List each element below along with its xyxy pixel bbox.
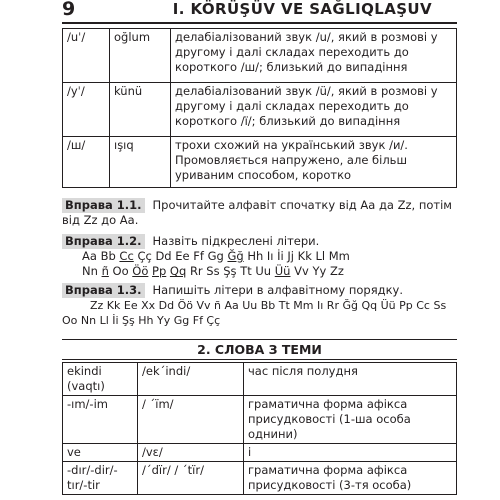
meaning-cell: і xyxy=(244,444,457,462)
page-header xyxy=(0,0,500,24)
underlined-letter: Ğğ xyxy=(227,249,244,263)
underlined-letter: Qq xyxy=(169,264,187,278)
transcription-cell: /ˊdïr/ / ˊtïr/ xyxy=(138,462,244,495)
alphabet-line: Nn ñ Oo Öö Pp Qq Rr Ss Şş Tt Uu Üü Vv Yy Zz xyxy=(82,264,344,278)
meaning-cell: час після полудня xyxy=(244,363,457,396)
page-number: 9 xyxy=(62,0,76,20)
word-cell: ekindi (vaqtı) xyxy=(63,363,138,396)
exercise-1-2 xyxy=(62,234,462,279)
vocabulary-table xyxy=(62,362,457,495)
description-cell: делабіалізований звук /ü/, який в розмові у другому і далі складах переходить до короткого /ї/; близький до випадіння xyxy=(171,83,457,137)
exercise-1-3 xyxy=(62,283,462,328)
transcription-cell: /vɛ/ xyxy=(138,444,244,462)
vowel-table xyxy=(62,28,457,188)
alphabet-line: Aa Bb Cc Çç Dd Ee Ff Gg Ğğ Hh Iı İi Jj Kk Ll Mm xyxy=(82,249,350,263)
example-word-cell: ışıq xyxy=(110,137,171,188)
alphabet-line: Zz Kk Ee Xx Dd Öö Vv ñ Aa Uu Bb Tt Mm Iı Rr Ğğ Qq Üü Pp Cc Ss xyxy=(90,299,447,312)
underlined-letter: Öö xyxy=(132,264,149,278)
chapter-title: I. KÖRÜŞÜV VE SAĞLIQLAŞUV xyxy=(172,0,432,18)
meaning-cell: граматична форма афікса присудковості (3-тя особа) xyxy=(244,462,457,495)
word-cell: -ım/-im xyxy=(63,396,138,444)
phoneme-cell: /ш/ xyxy=(63,137,110,188)
exercise-instruction: Назвіть підкреслені літери. xyxy=(152,234,320,248)
word-cell: -dır/-dir/-tır/-tir xyxy=(63,462,138,495)
example-word-cell: künü xyxy=(110,83,171,137)
phoneme-cell: /uˈ/ xyxy=(63,29,110,83)
phoneme-cell: /уˈ/ xyxy=(63,83,110,137)
table-row xyxy=(63,396,457,444)
word-cell: ve xyxy=(63,444,138,462)
alphabet-line: Oo Nn Ll İi Şş Hh Yy Gg Ff Çç xyxy=(62,314,221,327)
table-row xyxy=(63,137,457,188)
description-cell: трохи схожий на український звук /и/. Промовляється напружено, але більш уриваним способом, коротко xyxy=(171,137,457,188)
exercise-label: Вправа 1.3. xyxy=(62,283,145,298)
exercise-1-1 xyxy=(62,198,462,228)
transcription-cell: /ek´indi/ xyxy=(138,363,244,396)
header-rule xyxy=(62,22,457,24)
underlined-letter: ñ xyxy=(101,264,109,278)
underlined-letter: Pp xyxy=(152,264,167,278)
table-row xyxy=(63,444,457,462)
exercise-label: Вправа 1.2. xyxy=(62,234,145,249)
table-row xyxy=(63,29,457,83)
underlined-letter: Üü xyxy=(274,264,291,278)
underlined-letter: Cc xyxy=(119,249,134,263)
exercise-instruction: Напишіть літери в алфавітному порядку. xyxy=(152,283,403,297)
description-cell: делабіалізований звук /u/, який в розмові у другому і далі складах переходить до короткого /ш/; близький до випадіння xyxy=(171,29,457,83)
transcription-cell: / ˊïm/ xyxy=(138,396,244,444)
example-word-cell: oğlum xyxy=(110,29,171,83)
table-row xyxy=(63,363,457,396)
exercise-label: Вправа 1.1. xyxy=(62,198,145,213)
exercise-instruction: Прочитайте алфавіт спочатку від Аа да Zz, потім від Zz до Aa. xyxy=(62,198,452,227)
table-row xyxy=(63,462,457,495)
section-title: 2. СЛОВА З ТЕМИ xyxy=(62,339,457,360)
table-row xyxy=(63,83,457,137)
meaning-cell: граматична форма афікса присудковості (1-ша особа однини) xyxy=(244,396,457,444)
